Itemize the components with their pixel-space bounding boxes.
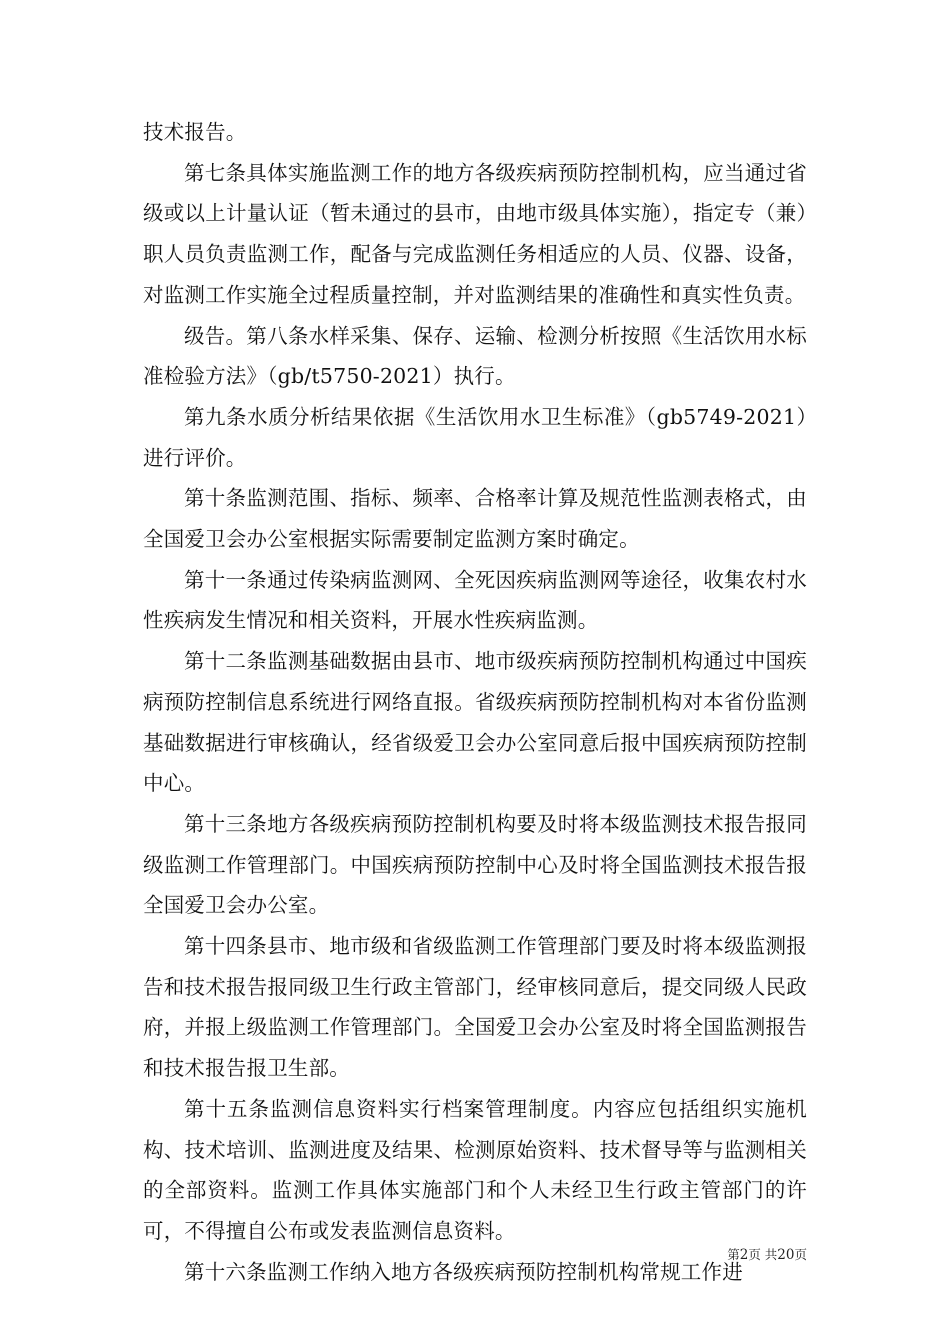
footer-suffix: 页 — [794, 1247, 807, 1262]
paragraph-article-12: 第十二条监测基础数据由县市、地市级疾病预防控制机构通过中国疾病预防控制信息系统进行网络直报。省级疾病预防控制机构对本省份监测基础数据进行审核确认，经省级爱卫会办公室同意后报中国疾病预防控制中心。 — [143, 649, 807, 796]
footer-total-pages: 20 — [777, 1247, 795, 1263]
paragraph-article-8: 级告。第八条水样采集、保存、运输、检测分析按照《生活饮用水标准检验方法》（gb/t5750-2021）执行。 — [143, 323, 807, 389]
paragraph-article-16: 第十六条监测工作纳入地方各级疾病预防控制机构常规工作进 — [184, 1259, 743, 1284]
footer-middle: 页 共 — [748, 1247, 778, 1262]
paragraph-article-10: 第十条监测范围、指标、频率、合格率计算及规范性监测表格式，由全国爱卫会办公室根据实际需要制定监测方案时确定。 — [143, 486, 807, 552]
paragraph-article-13: 第十三条地方各级疾病预防控制机构要及时将本级监测技术报告报同级监测工作管理部门。中国疾病预防控制中心及时将全国监测技术报告报全国爱卫会办公室。 — [143, 811, 807, 918]
paragraph-article-9: 第九条水质分析结果依据《生活饮用水卫生标准》（gb5749-2021）进行评价。 — [143, 404, 807, 470]
paragraph-article-11: 第十一条通过传染病监测网、全死因疾病监测网等途径，收集农村水性疾病发生情况和相关资料，开展水性疾病监测。 — [143, 567, 807, 633]
document-body — [143, 112, 807, 1292]
footer-prefix: 第 — [727, 1247, 740, 1262]
paragraph-continuation: 技术报告。 — [143, 120, 247, 144]
page-number-footer — [727, 1245, 807, 1263]
paragraph-article-7: 第七条具体实施监测工作的地方各级疾病预防控制机构，应当通过省级或以上计量认证（暂未通过的县市，由地市级具体实施），指定专（兼）职人员负责监测工作，配备与完成监测任务相适应的人员、仪器、设备，对监测工作实施全过程质量控制，并对监测结果的准确性和真实性负责。 — [143, 160, 807, 307]
paragraph-article-14: 第十四条县市、地市级和省级监测工作管理部门要及时将本级监测报告和技术报告报同级卫生行政主管部门，经审核同意后，提交同级人民政府，并报上级监测工作管理部门。全国爱卫会办公室及时将全国监测报告和技术报告报卫生部。 — [143, 934, 807, 1081]
paragraph-article-15: 第十五条监测信息资料实行档案管理制度。内容应包括组织实施机构、技术培训、监测进度及结果、检测原始资料、技术督导等与监测相关的全部资料。监测工作具体实施部门和个人未经卫生行政主管部门的许可，不得擅自公布或发表监测信息资料。 — [143, 1096, 807, 1243]
footer-current-page: 2 — [739, 1247, 749, 1263]
